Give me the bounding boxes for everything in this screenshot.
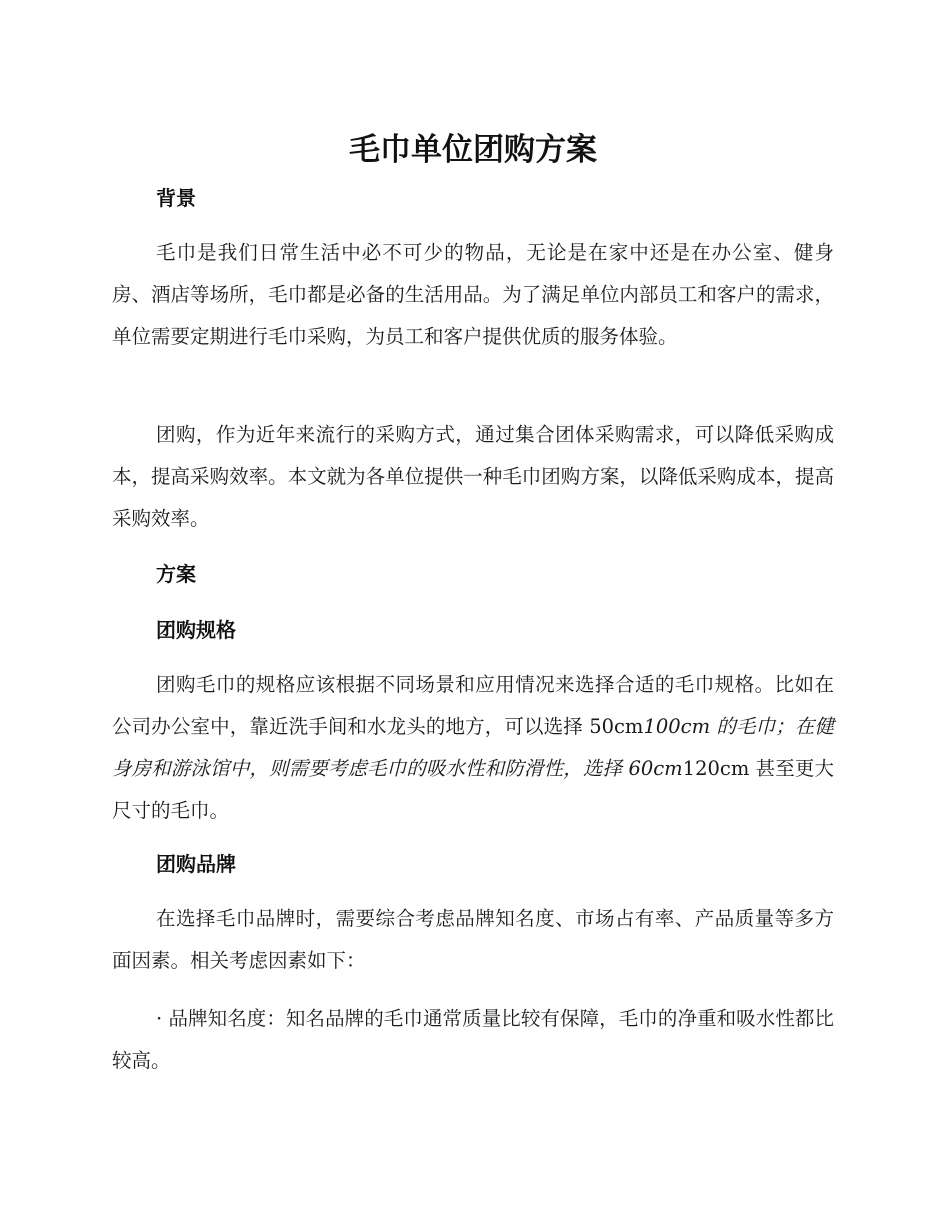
spec-text-c: 120cm 甚至更大尺寸的毛巾。	[112, 757, 834, 822]
spec-text-b: 100cm 的毛巾；在健身房和游泳馆中，则需要考虑毛巾的吸水性和防滑性，选择 60cm	[112, 715, 834, 780]
heading-brand: 团购品牌	[156, 852, 236, 876]
paragraph-brand: 在选择毛巾品牌时，需要综合考虑品牌知名度、市场占有率、产品质量等多方面因素。相关考虑因素如下：	[112, 907, 834, 972]
paragraph-background-2: 团购，作为近年来流行的采购方式，通过集合团体采购需求，可以降低采购成本，提高采购效率。本文就为各单位提供一种毛巾团购方案，以降低采购成本，提高采购效率。	[112, 423, 834, 530]
heading-background: 背景	[156, 186, 196, 210]
heading-spec: 团购规格	[156, 618, 236, 642]
paragraph-spec	[112, 664, 834, 832]
heading-plan: 方案	[156, 562, 196, 586]
page-title: 毛巾单位团购方案	[349, 132, 597, 168]
bullet-brand-awareness: · 品牌知名度：知名品牌的毛巾通常质量比较有保障，毛巾的净重和吸水性都比较高。	[112, 1007, 834, 1072]
paragraph-background-1: 毛巾是我们日常生活中必不可少的物品，无论是在家中还是在办公室、健身房、酒店等场所，毛巾都是必备的生活用品。为了满足单位内部员工和客户的需求，单位需要定期进行毛巾采购，为员工和客户提供优质的服务体验。	[112, 241, 834, 348]
spec-text-a: 团购毛巾的规格应该根据不同场景和应用情况来选择合适的毛巾规格。比如在公司办公室中，靠近洗手间和水龙头的地方，可以选择 50cm	[112, 673, 834, 738]
